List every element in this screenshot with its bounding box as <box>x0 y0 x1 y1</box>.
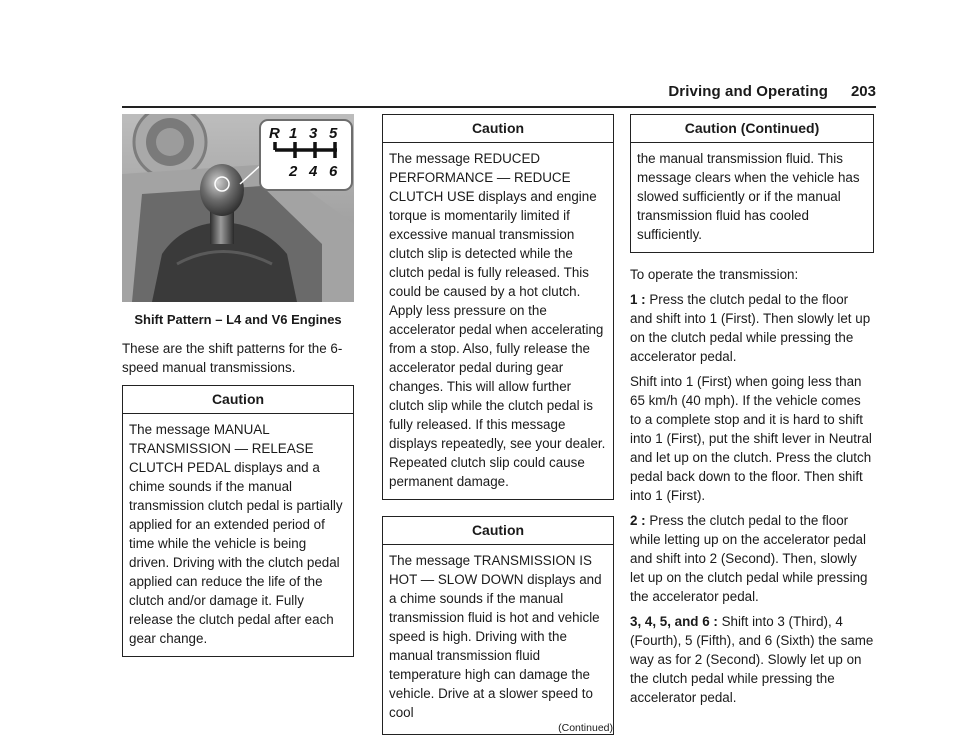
operate-heading: To operate the transmission: <box>630 267 799 282</box>
step-label: 3, 4, 5, and 6 : <box>630 614 718 629</box>
step-label: 1 : <box>630 292 646 307</box>
caution-title: Caution <box>383 517 613 545</box>
page-number: 203 <box>850 83 876 100</box>
step-text: Press the clutch pedal to the floor while letting up on the accelerator pedal and shift into 2 (Second). Then, slowly let up on the clutch pedal while pressing the accelerator pedal. <box>630 513 868 604</box>
step-2 <box>630 511 874 606</box>
page-header <box>122 80 876 108</box>
caution-box-3 <box>382 516 614 735</box>
step-1-extra: Shift into 1 (First) when going less than 65 km/h (40 mph). If the vehicle comes to a complete stop and it is hard to shift into 1 (First), put the shift lever in Neutral and let up on the clutch. Press the clutch pedal back down to the floor. Then shift into 1 (First). <box>630 374 872 503</box>
caution-text: The message REDUCED PERFORMANCE — REDUCE CLUTCH USE displays and engine torque is momentarily limited if excessive manual transmission clutch slip is detected while the clutch pedal is fully released. This could be caused by a hot clutch. Apply less pressure on the accelerator pedal when accelerating from a stop. Also, fully release the accelerator pedal during gear changes. This will allow further clutch slip while the clutch pedal is fully released. If this message displays repeatedly, see your dealer. Repeated clutch slip could cause permanent damage. <box>389 151 606 489</box>
step-3 <box>630 612 874 707</box>
figure-caption: Shift Pattern – L4 and V6 Engines <box>134 312 342 327</box>
step-text: Shift into 3 (Third), 4 (Fourth), 5 (Fifth), and 6 (Sixth) the same way as for 2 (Second). Slowly let up on the clutch pedal while pressing the accelerator pedal. <box>630 614 874 705</box>
gear-label-1: 1 <box>289 125 298 142</box>
caution-title: Caution <box>123 386 353 414</box>
section-title: Driving and Operating <box>668 83 828 100</box>
caution-box-1 <box>122 385 354 657</box>
gear-label-r: R <box>269 125 280 142</box>
step-text: Press the clutch pedal to the floor and shift into 1 (First). Then slowly let up on the clutch pedal while pressing the accelerator pedal. <box>630 292 871 364</box>
gear-label-2: 2 <box>289 163 298 180</box>
shift-pattern-figure <box>122 114 354 302</box>
gear-label-6: 6 <box>329 163 338 180</box>
column-2 <box>382 114 614 735</box>
caution-text: the manual transmission fluid. This message clears when the vehicle has slowed sufficiently or if the manual transmission fluid has cooled sufficiently. <box>637 151 860 242</box>
caution-title: Caution (Continued) <box>631 115 873 143</box>
step-label: 2 : <box>630 513 646 528</box>
column-1 <box>122 114 354 657</box>
intro-text: These are the shift patterns for the 6-speed manual transmissions. <box>122 341 343 375</box>
shifter-illustration <box>122 114 354 302</box>
continued-label: (Continued) <box>558 722 613 734</box>
column-3 <box>630 114 874 713</box>
caution-text: The message MANUAL TRANSMISSION — RELEASE CLUTCH PEDAL displays and a chime sounds if the manual transmission clutch pedal is partially applied for an extended period of time while the vehicle is being driven. Driving with the clutch pedal applied can reduce the life of the clutch and/or damage it. Fully release the clutch pedal after each gear change. <box>129 422 343 646</box>
caution-box-2 <box>382 114 614 500</box>
gear-label-5: 5 <box>329 125 338 142</box>
caution-text: The message TRANSMISSION IS HOT — SLOW DOWN displays and a chime sounds if the manual transmission fluid is hot and vehicle speed is high. Driving with the manual transmission fluid temperature high can damage the vehicle. Drive at a slower speed to cool <box>389 553 602 720</box>
gear-label-3: 3 <box>309 125 318 142</box>
step-1 <box>630 290 874 366</box>
caution-title: Caution <box>383 115 613 143</box>
caution-box-4 <box>630 114 874 253</box>
gear-label-4: 4 <box>309 163 318 180</box>
